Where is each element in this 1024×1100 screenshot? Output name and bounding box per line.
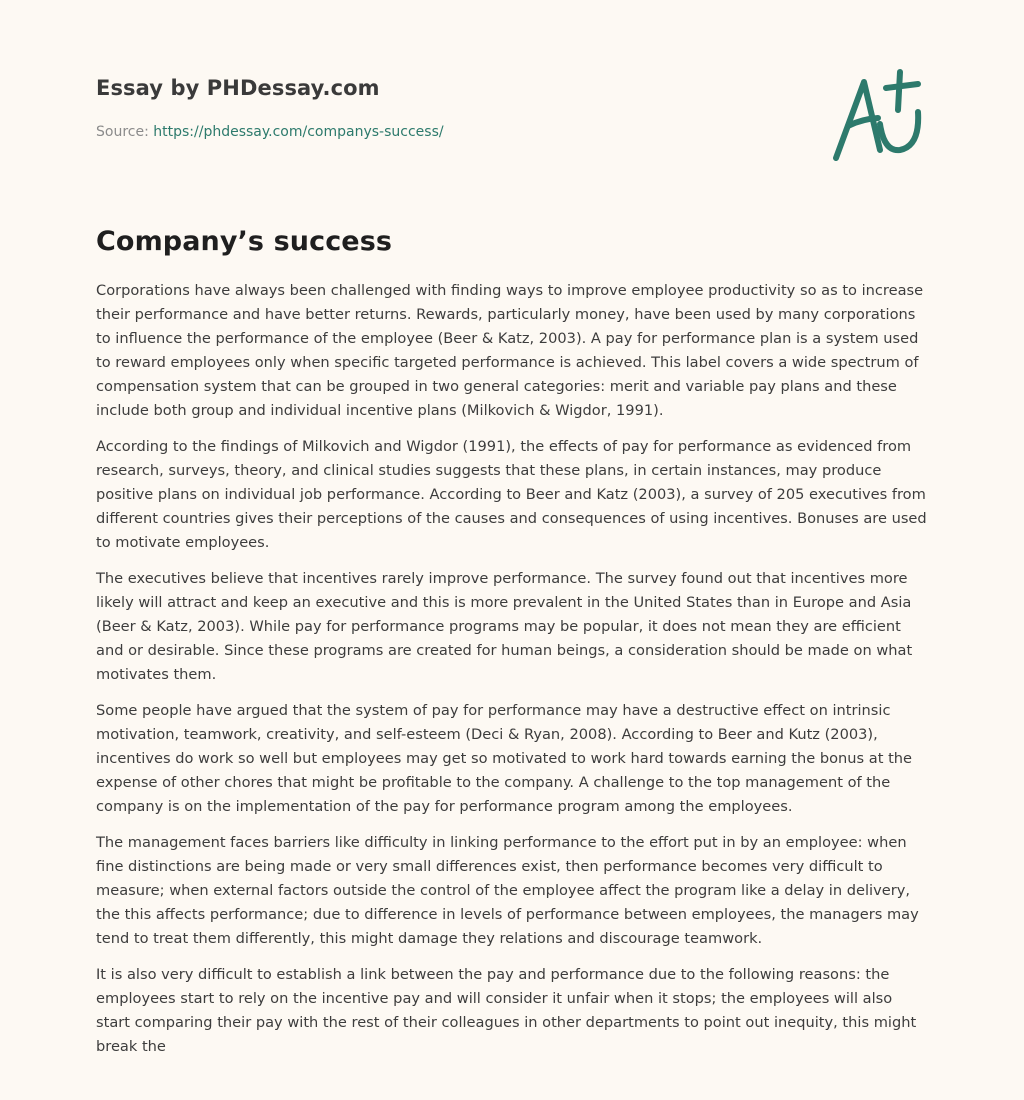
site-title: Essay by PHDessay.com <box>96 76 380 100</box>
page-header <box>96 0 928 190</box>
source-line <box>96 124 444 140</box>
source-label: Source: <box>96 124 154 140</box>
essay-paragraph-1: Corporations have always been challenged with finding ways to improve employee productivity so as to increase their performance and have better returns. Rewards, particularly money, have been used by many corporations to influence the performance of the employee (Beer & Katz, 2003). A pay for performance plan is a system used to reward employees only when specific targeted performance is achieved. This label covers a wide spectrum of compensation system that can be grouped in two general categories: merit and variable pay plans and these include both group and individual incentive plans (Milkovich & Wigdor, 1991). <box>96 282 924 419</box>
essay-paragraph-3: The executives believe that incentives rarely improve performance. The survey found out that incentives more likely will attract and keep an executive and this is more prevalent in the United States than in Europe and Asia (Beer & Katz, 2003). While pay for performance programs may be popular, it does not mean they are efficient and or desirable. Since these programs are created for human beings, a consideration should be made on what motivates them. <box>96 570 913 683</box>
essay-title: Company’s success <box>96 226 393 257</box>
essay-paragraph-6: It is also very difficult to establish a link between the pay and performance due to the following reasons: the employees start to rely on the incentive pay and will consider it unfair when it stops; the employees will also start comparing their pay with the rest of their colleagues in other departments to point out inequity, this might break the <box>96 966 917 1055</box>
essay-paragraph-2: According to the findings of Milkovich and Wigdor (1991), the effects of pay for performance as evidenced from research, surveys, theory, and clinical studies suggests that these plans, in certain instances, may produce positive plans on individual job performance. According to Beer and Katz (2003), a survey of 205 executives from different countries gives their perceptions of the causes and consequences of using incentives. Bonuses are used to motivate employees. <box>96 438 927 551</box>
source-link[interactable]: https://phdessay.com/companys-success/ <box>153 124 444 140</box>
a-plus-icon <box>828 64 932 168</box>
essay-paragraph-5: The management faces barriers like difficulty in linking performance to the effort put in by an employee: when fine distinctions are being made or very small differences exist, then performance becomes very difficult to measure; when external factors outside the control of the employee affect the program like a delay in delivery, the this affects performance; due to difference in levels of performance between employees, the managers may tend to treat them differently, this might damage they relations and discourage teamwork. <box>96 834 919 947</box>
essay-body <box>96 279 928 1059</box>
essay-paragraph-4: Some people have argued that the system of pay for performance may have a destructive effect on intrinsic motivation, teamwork, creativity, and self-esteem (Deci & Ryan, 2008). According to Beer and Kutz (2003), incentives do work so well but employees may get so motivated to work hard towards earning the bonus at the expense of other chores that might be profitable to the company. A challenge to the top management of the company is on the implementation of the pay for performance program among the employees. <box>96 702 913 815</box>
